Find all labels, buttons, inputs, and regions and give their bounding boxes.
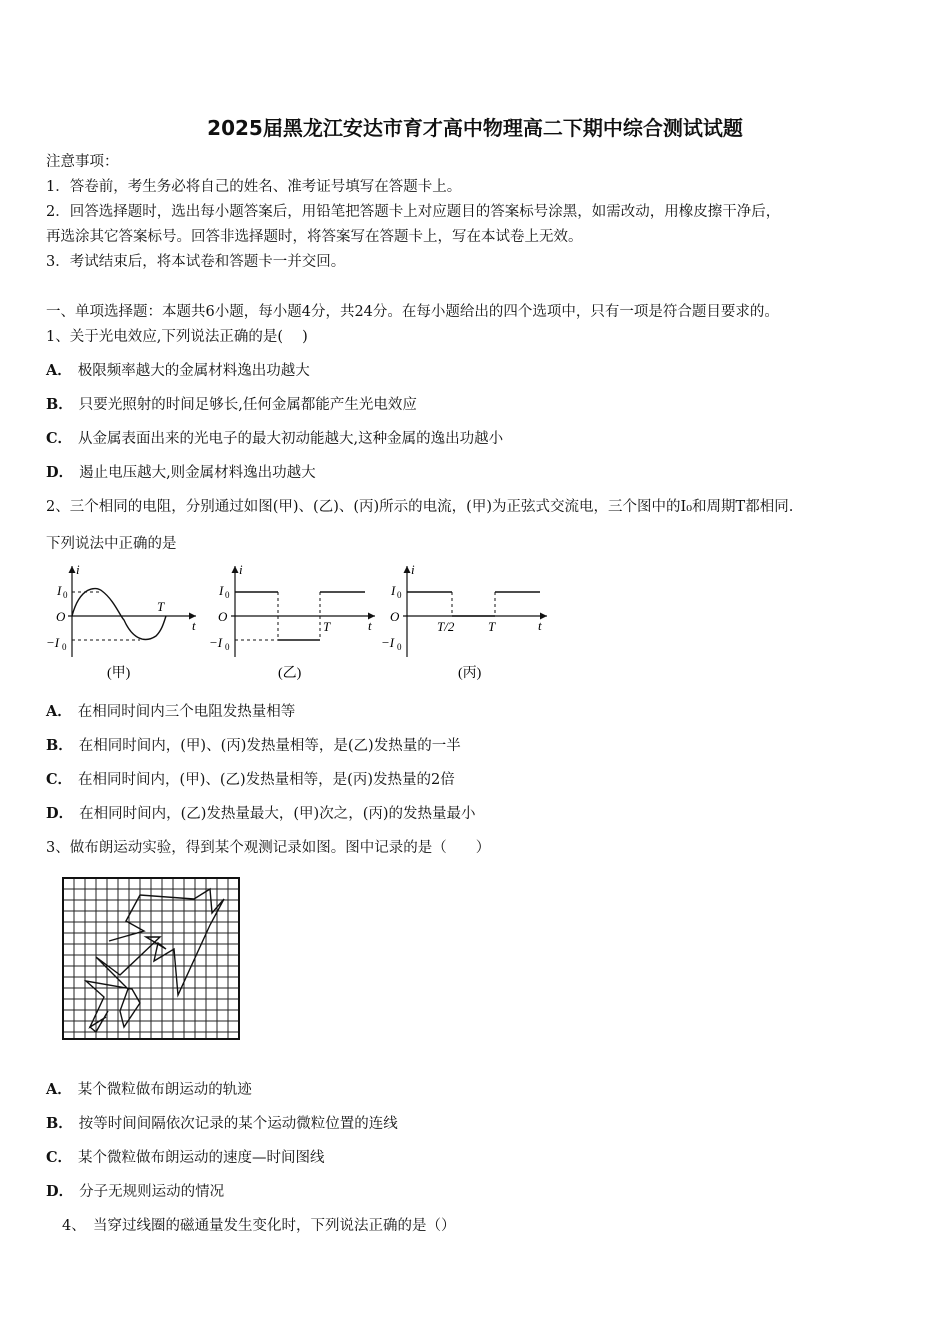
svg-text:t: t: [538, 618, 542, 633]
q2-option-d: D． 在相同时间内，(乙)发热量最大，(甲)次之，(丙)的发热量最小: [46, 805, 476, 822]
q1-option-b: B． 只要光照射的时间足够长,任何金属都能产生光电效应: [46, 396, 417, 413]
svg-text:t: t: [368, 618, 372, 633]
brownian-motion-grid-figure: [62, 877, 242, 1042]
svg-text:−I: −I: [46, 635, 60, 650]
svg-text:−I: −I: [381, 635, 395, 650]
svg-text:0: 0: [397, 642, 402, 652]
grid-lines: [63, 878, 239, 1039]
q1-option-a: A． 极限频率越大的金属材料逸出功越大: [46, 362, 310, 379]
q1-option-c: C． 从金属表面出来的光电子的最大初动能越大,这种金属的逸出功越小: [46, 430, 504, 447]
q3-option-a: A． 某个微粒做布朗运动的轨迹: [46, 1081, 252, 1098]
q2-current-graphs: [40, 560, 560, 688]
q3-option-b: B． 按等时间间隔依次记录的某个运动微粒位置的连线: [46, 1115, 398, 1132]
svg-text:T: T: [323, 619, 331, 634]
svg-text:(丙): (丙): [458, 666, 482, 681]
svg-text:O: O: [218, 609, 228, 624]
page-title: 2025届黑龙江安达市育才高中物理高二下期中综合测试试题: [207, 116, 743, 140]
svg-text:0: 0: [63, 590, 68, 600]
q3-option-c: C． 某个微粒做布朗运动的速度—时间图线: [46, 1149, 325, 1166]
q3-option-d: D． 分子无规则运动的情况: [46, 1183, 225, 1200]
svg-text:T: T: [488, 619, 496, 634]
svg-text:i: i: [76, 562, 80, 577]
q1-option-d: D． 遏止电压越大,则金属材料逸出功越大: [46, 464, 316, 481]
svg-text:O: O: [390, 609, 400, 624]
question-2-stem: 2、三个相同的电阻，分别通过如图(甲)、(乙)、(丙)所示的电流，(甲)为正弦式交流电，三个图中的I₀和周期T都相同.: [46, 499, 794, 515]
svg-text:−I: −I: [209, 635, 223, 650]
svg-text:T/2: T/2: [437, 619, 455, 634]
q2-option-a: A． 在相同时间内三个电阻发热量相等: [46, 703, 296, 720]
svg-text:0: 0: [225, 642, 230, 652]
question-3-stem: 3、做布朗运动实验，得到某个观测记录如图。图中记录的是（ ）: [46, 840, 491, 856]
svg-text:i: i: [239, 562, 243, 577]
section-heading: 一、单项选择题：本题共6小题，每小题4分，共24分。在每小题给出的四个选项中，只有一项是符合题目要求的。: [46, 304, 779, 320]
svg-text:I: I: [219, 583, 224, 598]
svg-text:I: I: [57, 583, 62, 598]
notice-heading: 注意事项：: [46, 154, 119, 170]
notice-item: 3．考试结束后，将本试卷和答题卡一并交回。: [46, 254, 346, 270]
svg-text:t: t: [192, 618, 196, 633]
svg-text:i: i: [411, 562, 415, 577]
graph-jia: [46, 562, 196, 681]
svg-text:(乙): (乙): [278, 666, 302, 681]
svg-text:O: O: [56, 609, 66, 624]
svg-text:(甲): (甲): [107, 666, 131, 681]
svg-text:I: I: [391, 583, 396, 598]
notice-item: 再选涂其它答案标号。回答非选择题时，将答案写在答题卡上，写在本试卷上无效。: [46, 229, 583, 245]
notice-item: 1．答卷前，考生务必将自己的姓名、准考证号填写在答题卡上。: [46, 179, 462, 195]
q2-option-c: C． 在相同时间内，(甲)、(乙)发热量相等，是(丙)发热量的2倍: [46, 771, 455, 788]
svg-text:0: 0: [62, 642, 67, 652]
question-1-stem: 1、关于光电效应,下列说法正确的是( ): [46, 329, 308, 345]
svg-text:0: 0: [225, 590, 230, 600]
svg-text:T: T: [157, 599, 165, 614]
question-2-stem-cont: 下列说法中正确的是: [46, 536, 177, 552]
notice-item: 2．回答选择题时，选出每小题答案后，用铅笔把答题卡上对应题目的答案标号涂黑，如需改动，用橡皮擦干净后，: [46, 204, 781, 220]
graph-yi: [209, 562, 375, 681]
graph-bing: [381, 562, 547, 681]
svg-text:0: 0: [397, 590, 402, 600]
q2-option-b: B． 在相同时间内，(甲)、(丙)发热量相等，是(乙)发热量的一半: [46, 737, 461, 754]
question-4-stem: 4、 当穿过线圈的磁通量发生变化时，下列说法正确的是（）: [62, 1218, 456, 1234]
